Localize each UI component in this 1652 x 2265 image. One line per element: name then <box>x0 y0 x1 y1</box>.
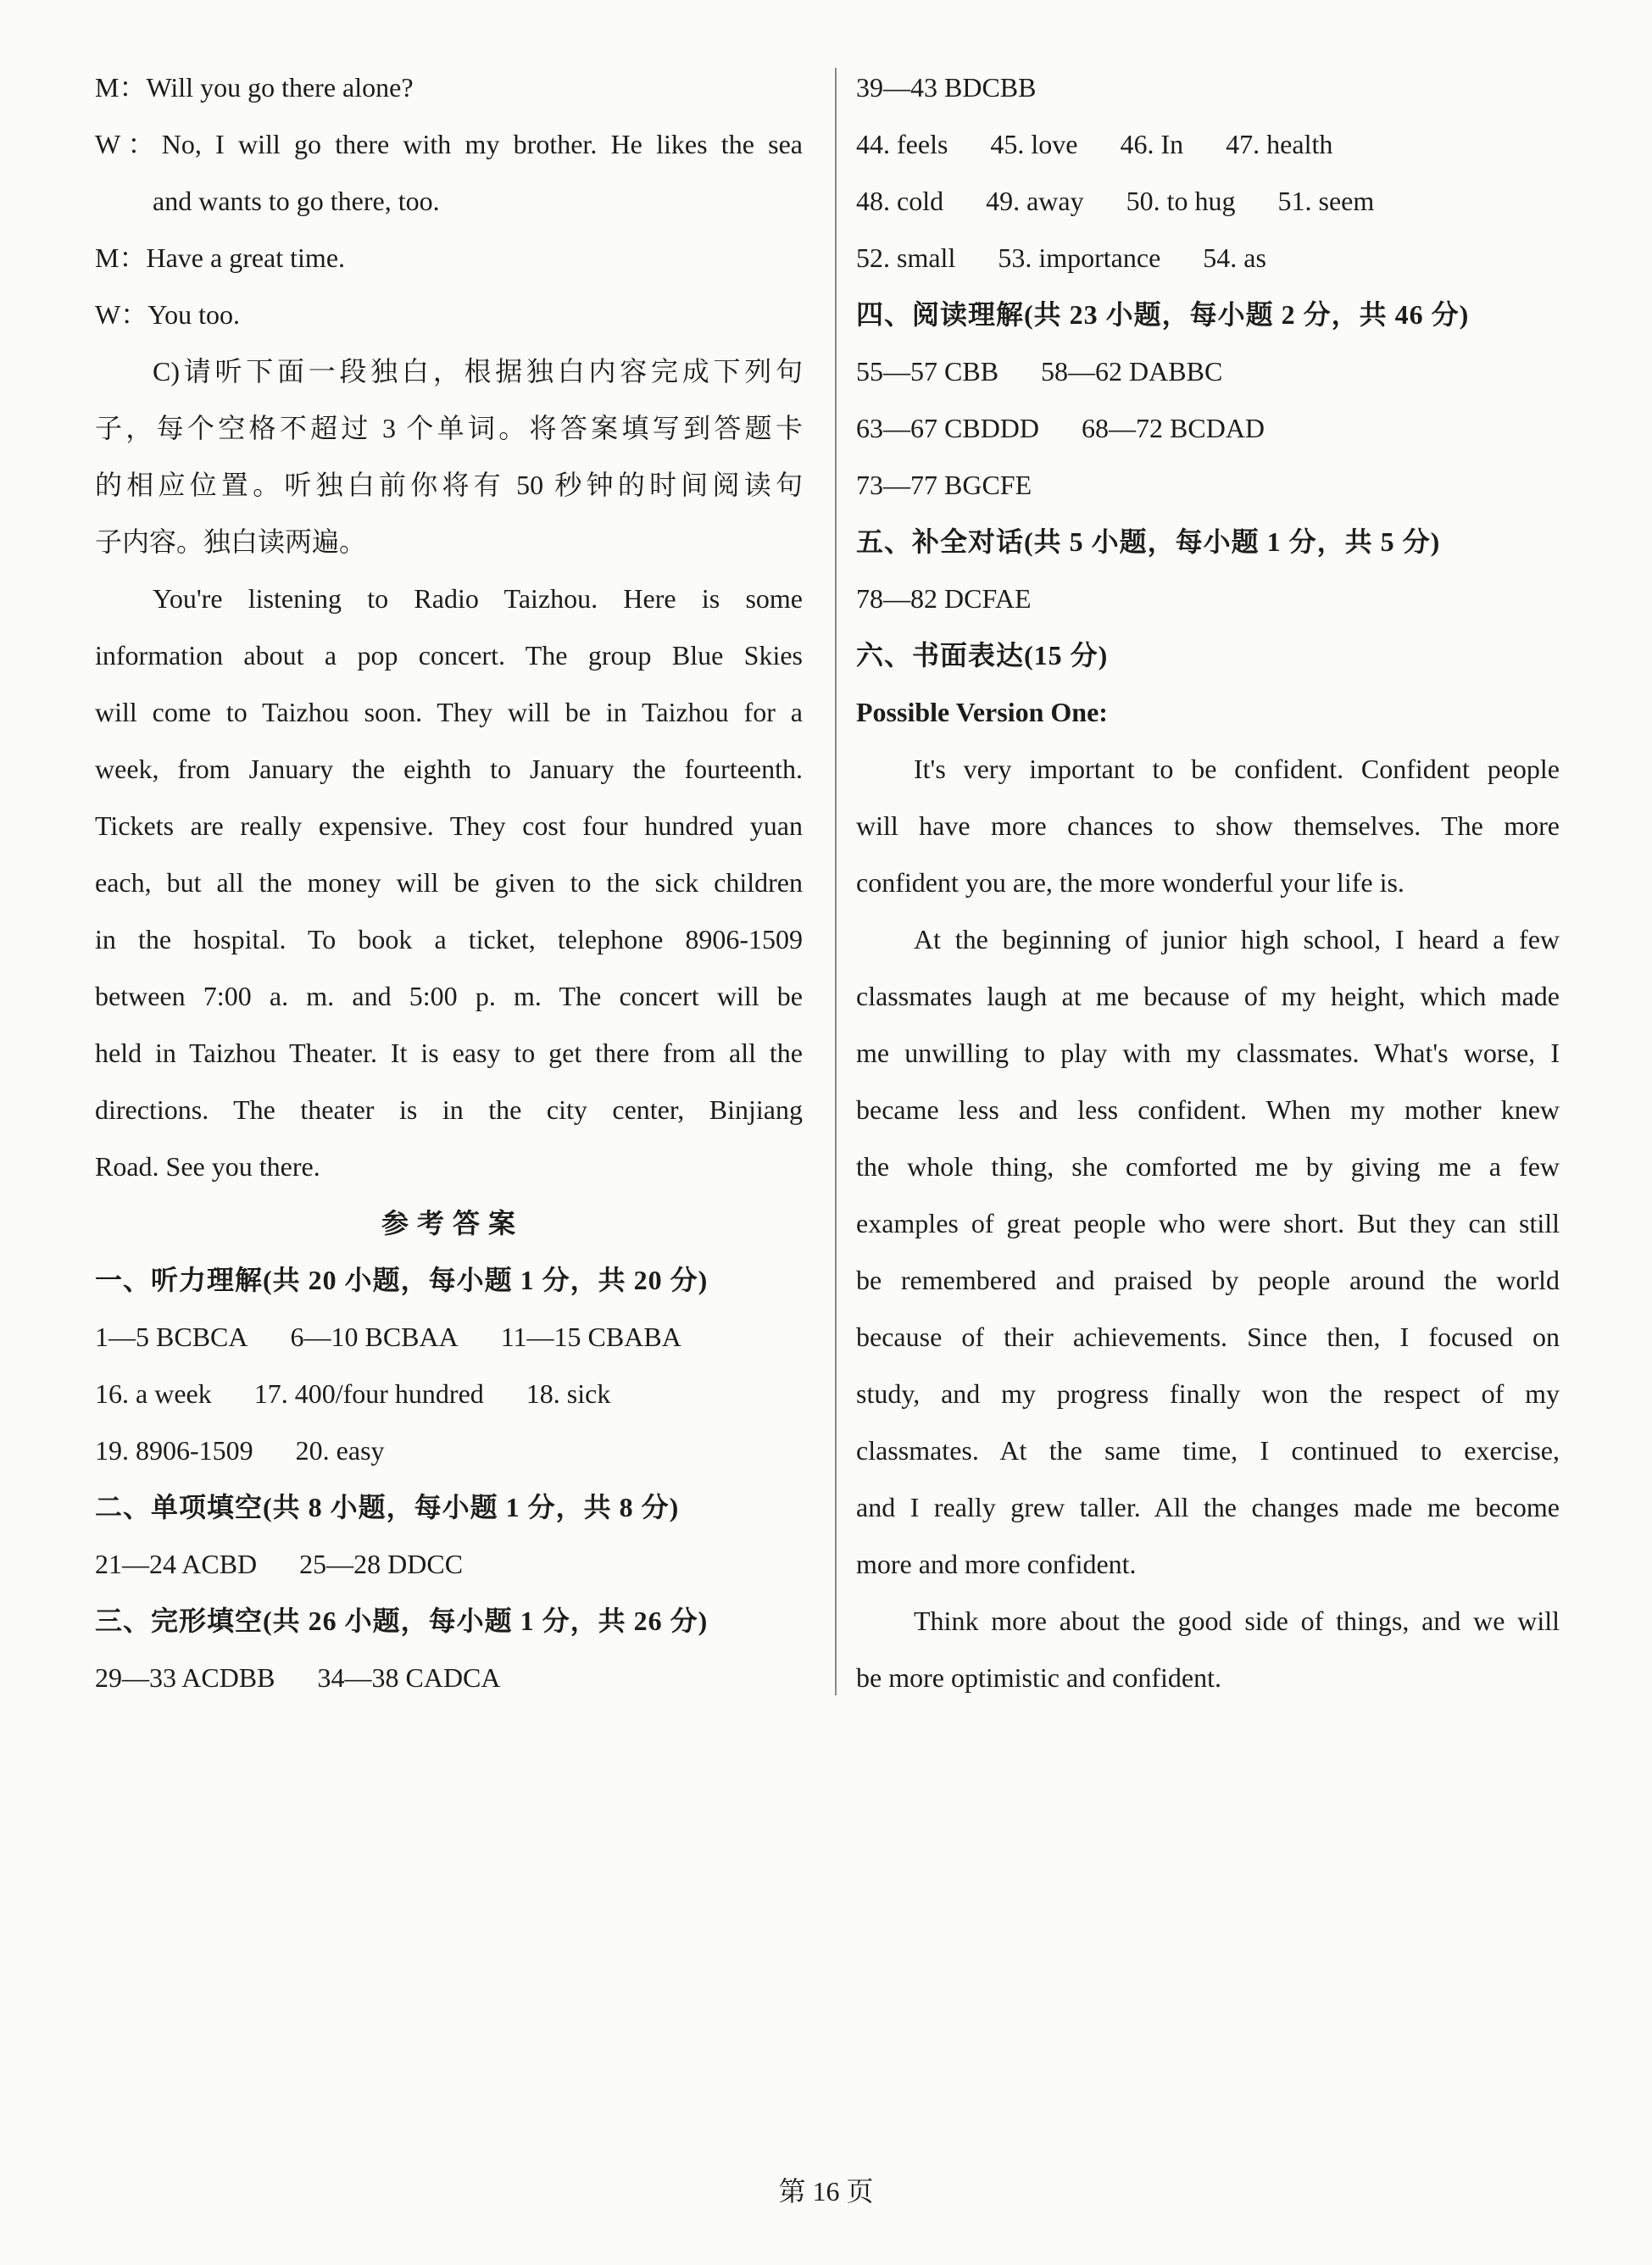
answer-item: 45. love <box>990 129 1078 159</box>
essay-line: me unwilling to play with my classmates. What's worse, I <box>856 1038 1560 1068</box>
answer-row <box>856 230 1560 287</box>
monologue-line: held in Taizhou Theater. It is easy to get there from all the <box>95 1038 803 1068</box>
answer-item: 55—57 CBB <box>856 356 999 387</box>
monologue-line: between 7:00 a. m. and 5:00 p. m. The concert will be <box>95 981 803 1011</box>
answer-item: 78—82 DCFAE <box>856 583 1032 614</box>
monologue-line: will come to Taizhou soon. They will be in Taizhou for a <box>95 697 803 727</box>
answer-item: 63—67 CBDDD <box>856 413 1040 443</box>
essay-line: and I really grew taller. All the changes made me become <box>856 1492 1560 1522</box>
left-column <box>95 59 803 1706</box>
essay-paragraph <box>856 911 1560 1593</box>
version-title: Possible Version One: <box>856 697 1108 727</box>
answer-item: 49. away <box>986 186 1084 216</box>
answer-item: 52. small <box>856 242 956 273</box>
dialogue-line <box>95 116 803 173</box>
answer-item: 73—77 BGCFE <box>856 470 1032 500</box>
answer-row <box>95 1309 803 1366</box>
monologue-line: week, from January the eighth to January the fourteenth. <box>95 754 803 784</box>
answer-row <box>856 59 1560 116</box>
monologue <box>95 570 803 1195</box>
answer-item: 51. seem <box>1277 186 1375 216</box>
monologue-line: Tickets are really expensive. They cost four hundred yuan <box>95 810 803 841</box>
dialogue-text: No, I will go there with my brother. He likes the sea <box>161 129 803 159</box>
answer-row <box>856 400 1560 457</box>
monologue-line: Road. See you there. <box>95 1151 320 1182</box>
essay-line: classmates laugh at me because of my height, which made <box>856 981 1560 1011</box>
answer-row <box>856 343 1560 400</box>
answer-item: 11—15 CBABA <box>500 1322 681 1352</box>
answer-row <box>95 1650 803 1706</box>
answer-row <box>856 570 1560 627</box>
essay-line: classmates. At the same time, I continued to exercise, <box>856 1435 1560 1466</box>
answer-item: 50. to hug <box>1126 186 1236 216</box>
essay-paragraph <box>856 741 1560 911</box>
essay-line: Think more about the good side of things, and we will <box>914 1606 1560 1636</box>
answer-row <box>95 1422 803 1479</box>
answer-item: 34—38 CADCA <box>317 1662 501 1693</box>
dialogue-text: Will you go there alone? <box>146 72 414 103</box>
answer-row <box>856 457 1560 514</box>
listening-instruction <box>95 343 803 570</box>
essay-line: be remembered and praised by people around the world <box>856 1265 1560 1295</box>
answer-row <box>856 173 1560 230</box>
dialogue-line <box>95 59 803 116</box>
answer-item: 17. 400/four hundred <box>253 1378 484 1409</box>
essay-line: confident you are, the more wonderful your life is. <box>856 867 1404 898</box>
speaker: W： <box>95 299 148 330</box>
answer-item: 58—62 DABBC <box>1041 356 1223 387</box>
section-title: 二、单项填空(共 8 小题，每小题 1 分，共 8 分) <box>95 1492 680 1522</box>
essay-line: the whole thing, she comforted me by giving me a few <box>856 1151 1560 1182</box>
answer-title: 参 考 答 案 <box>381 1208 516 1238</box>
dialogue-line <box>95 287 803 343</box>
answer-item: 53. importance <box>998 242 1161 273</box>
essay-paragraph <box>856 1593 1560 1706</box>
monologue-line: information about a pop concert. The group Blue Skies <box>95 640 803 671</box>
essay-line: study, and my progress finally won the respect of my <box>856 1378 1560 1409</box>
monologue-line: each, but all the money will be given to the sick children <box>95 867 803 898</box>
answer-item: 68—72 BCDAD <box>1082 413 1265 443</box>
monologue-line: in the hospital. To book a ticket, telephone 8906-1509 <box>95 924 803 954</box>
instruction-line: 的相应位置。听独白前你将有 50 秒钟的时间阅读句 <box>95 470 803 500</box>
dialogue-text: Have a great time. <box>146 242 346 273</box>
speaker: M： <box>95 242 147 273</box>
dialogue-text: You too. <box>147 299 241 330</box>
essay-line: examples of great people who were short. But they can still <box>856 1208 1560 1238</box>
essay-line: will have more chances to show themselves. The more <box>856 810 1560 841</box>
essay-line: It's very important to be confident. Confident people <box>914 754 1560 784</box>
essay-line: became less and less confident. When my mother knew <box>856 1094 1560 1125</box>
answer-item: 46. In <box>1120 129 1184 159</box>
answer-item: 6—10 BCBAA <box>290 1322 459 1352</box>
section-title: 一、听力理解(共 20 小题，每小题 1 分，共 20 分) <box>95 1265 709 1295</box>
speaker: M： <box>95 72 147 103</box>
answer-row <box>95 1366 803 1422</box>
page-number: 第 16 页 <box>778 2176 874 2207</box>
essay-line: more and more confident. <box>856 1549 1137 1579</box>
answer-item: 21—24 ACBD <box>95 1549 258 1579</box>
essay-line: At the beginning of junior high school, I heard a few <box>914 924 1560 954</box>
instruction-line: C)请听下面一段独白，根据独白内容完成下列句 <box>153 356 803 387</box>
dialogue <box>95 59 803 343</box>
section-title: 三、完形填空(共 26 小题，每小题 1 分，共 26 分) <box>95 1606 709 1636</box>
answer-item: 44. feels <box>856 129 948 159</box>
section-title: 五、补全对话(共 5 小题，每小题 1 分，共 5 分) <box>856 526 1441 557</box>
essay-line: because of their achievements. Since then, I focused on <box>856 1322 1560 1352</box>
answer-item: 29—33 ACDBB <box>95 1662 275 1693</box>
answer-row <box>95 1536 803 1593</box>
section-title: 六、书面表达(15 分) <box>856 640 1109 671</box>
instruction-line: 子，每个空格不超过 3 个单词。将答案填写到答题卡 <box>95 413 803 443</box>
answer-item: 25—28 DDCC <box>299 1549 464 1579</box>
answer-item: 54. as <box>1203 242 1266 273</box>
monologue-line: directions. The theater is in the city center, Binjiang <box>95 1094 803 1125</box>
answer-item: 48. cold <box>856 186 944 216</box>
answer-item: 39—43 BDCBB <box>856 72 1037 103</box>
dialogue-text: and wants to go there, too. <box>153 186 440 216</box>
instruction-line: 子内容。独白读两遍。 <box>95 526 367 557</box>
answer-item: 18. sick <box>526 1378 611 1409</box>
section-title: 四、阅读理解(共 23 小题，每小题 2 分，共 46 分) <box>856 299 1470 330</box>
answer-row <box>856 116 1560 173</box>
speaker: W： <box>95 129 162 159</box>
answer-item: 19. 8906-1509 <box>95 1435 253 1466</box>
essay-line: be more optimistic and confident. <box>856 1662 1221 1693</box>
answer-item: 1—5 BCBCA <box>95 1322 248 1352</box>
answer-item: 20. easy <box>295 1435 385 1466</box>
right-column <box>856 59 1560 1706</box>
dialogue-line <box>95 173 803 230</box>
column-divider <box>835 68 837 1695</box>
answer-item: 47. health <box>1226 129 1333 159</box>
monologue-line: You're listening to Radio Taizhou. Here is some <box>153 583 803 614</box>
answer-item: 16. a week <box>95 1378 212 1409</box>
dialogue-line <box>95 230 803 287</box>
